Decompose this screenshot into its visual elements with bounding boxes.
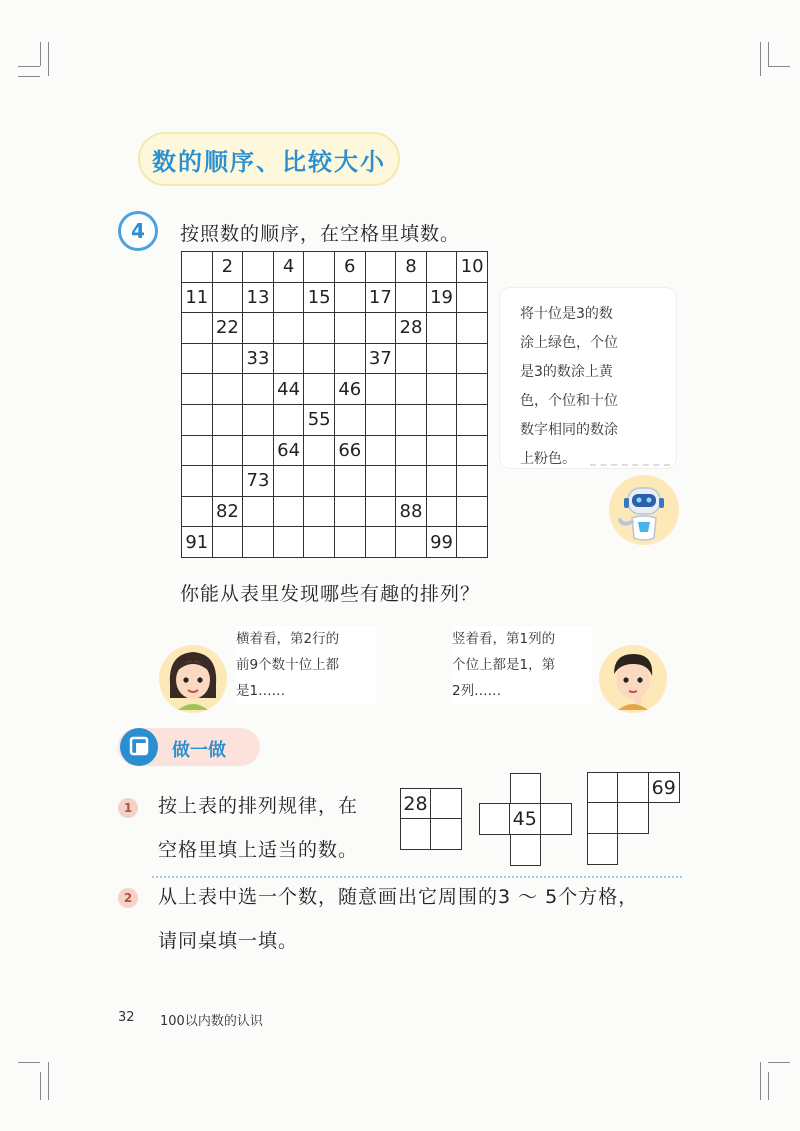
grid-cell[interactable] [395,282,427,314]
grid-cell[interactable] [242,404,274,436]
grid-cell[interactable] [456,343,488,375]
grid-cell[interactable] [212,343,244,375]
grid-cell[interactable] [303,343,335,375]
grid-cell[interactable] [273,465,305,497]
grid-cell[interactable] [456,282,488,314]
grid-cell[interactable] [365,312,397,344]
grid-cell[interactable] [426,343,458,375]
grid-cell[interactable] [426,435,458,467]
grid-cell[interactable] [273,312,305,344]
grid-cell[interactable] [303,526,335,558]
grid-cell[interactable]: 66 [334,435,366,467]
crop-mark [40,1072,41,1100]
crop-mark [760,1062,761,1100]
grid-cell[interactable]: 55 [303,404,335,436]
section-title: 数的顺序、比较大小 [138,132,400,186]
grid-cell[interactable] [273,496,305,528]
item1-line: 按上表的排列规律，在 [158,795,359,817]
fragment-cell[interactable] [430,818,463,851]
grid-cell[interactable]: 19 [426,282,458,314]
practice-icon [120,728,158,766]
grid-cell[interactable] [273,404,305,436]
grid-cell[interactable] [303,435,335,467]
grid-cell[interactable] [212,373,244,405]
crop-mark [40,42,41,66]
grid-cell[interactable] [181,404,213,436]
grid-cell[interactable] [181,312,213,344]
grid-cell[interactable] [365,526,397,558]
discussion-question: 你能从表里发现哪些有趣的排列？ [180,583,481,605]
item2-line: 请同桌填一填。 [158,930,299,952]
crop-mark [48,1062,49,1100]
grid-cell[interactable] [181,343,213,375]
grid-cell[interactable]: 99 [426,526,458,558]
grid-cell[interactable] [303,251,335,283]
grid-cell[interactable] [181,435,213,467]
grid-cell[interactable] [456,404,488,436]
grid-cell[interactable]: 11 [181,282,213,314]
grid-cell[interactable] [334,282,366,314]
tip-line: 数字相同的数涂 [520,422,618,438]
crop-mark [18,66,40,67]
grid-cell[interactable] [334,526,366,558]
item1-line: 空格里填上适当的数。 [158,839,359,861]
grid-cell[interactable] [395,373,427,405]
grid-cell[interactable] [456,312,488,344]
fragment-cell[interactable] [510,834,541,867]
grid-cell[interactable] [242,435,274,467]
boy-speech-line: 个位上都是1，第 [452,657,556,673]
grid-cell[interactable] [395,526,427,558]
grid-cell[interactable] [181,251,213,283]
grid-cell[interactable]: 22 [212,312,244,344]
grid-fragment-3 [587,772,680,865]
grid-cell[interactable] [273,343,305,375]
tip-line: 色，个位和十位 [520,393,618,409]
grid-cell[interactable] [395,465,427,497]
grid-cell[interactable] [303,312,335,344]
grid-cell[interactable] [365,465,397,497]
grid-cell[interactable]: 10 [456,251,488,283]
crop-mark [768,42,769,66]
grid-cell[interactable] [242,496,274,528]
grid-cell[interactable] [456,465,488,497]
grid-cell[interactable]: 73 [242,465,274,497]
grid-cell[interactable] [181,373,213,405]
grid-cell[interactable]: 13 [242,282,274,314]
grid-cell[interactable]: 91 [181,526,213,558]
crop-mark [48,42,49,76]
grid-cell[interactable] [334,343,366,375]
crop-mark [18,1062,40,1063]
grid-cell[interactable] [395,435,427,467]
grid-cell[interactable] [212,465,244,497]
robot-tip-bubble [500,288,676,468]
grid-cell[interactable] [181,496,213,528]
grid-cell[interactable] [395,404,427,436]
grid-cell[interactable] [365,251,397,283]
grid-cell[interactable]: 2 [212,251,244,283]
item-number-badge: 1 [118,798,138,818]
grid-cell[interactable] [426,312,458,344]
grid-cell[interactable] [212,435,244,467]
tip-line: 将十位是3的数 [520,306,613,322]
grid-cell[interactable] [212,404,244,436]
grid-cell[interactable] [303,373,335,405]
fragment-cell[interactable] [587,772,618,803]
page-number: 32 [118,1010,135,1025]
grid-cell[interactable] [181,465,213,497]
fragment-cell[interactable] [617,802,650,835]
grid-cell[interactable] [303,496,335,528]
crop-mark [768,1072,769,1100]
grid-cell[interactable]: 88 [395,496,427,528]
grid-cell[interactable] [212,526,244,558]
item2-text [158,875,638,963]
grid-cell[interactable] [365,435,397,467]
grid-cell[interactable]: 17 [365,282,397,314]
grid-cell[interactable]: 44 [273,373,305,405]
boy-avatar-icon [598,644,668,714]
example-prompt: 按照数的顺序，在空格里填数。 [180,223,461,245]
crop-mark [768,1062,790,1063]
grid-cell[interactable] [395,343,427,375]
boy-speech-bubble [452,626,592,704]
grid-cell[interactable]: 64 [273,435,305,467]
grid-cell[interactable] [242,251,274,283]
grid-cell[interactable] [456,435,488,467]
grid-cell[interactable]: 28 [395,312,427,344]
grid-cell[interactable] [426,404,458,436]
grid-cell[interactable]: 46 [334,373,366,405]
grid-cell[interactable] [456,373,488,405]
fragment-cell[interactable] [587,802,618,835]
fragment-cell[interactable] [540,803,573,836]
girl-speech-line: 前9个数十位上都 [236,657,340,673]
grid-cell[interactable] [242,312,274,344]
robot-icon [608,474,680,546]
grid-cell[interactable] [456,526,488,558]
tip-line: 是3的数涂上黄 [520,364,613,380]
fragment-cell[interactable] [430,788,463,819]
tip-line: 涂上绿色，个位 [520,335,618,351]
grid-cell[interactable]: 33 [242,343,274,375]
fragment-cell[interactable] [400,818,431,851]
grid-cell[interactable]: 15 [303,282,335,314]
fragment-cell[interactable] [587,833,618,866]
fragment-cell[interactable] [617,772,650,803]
fragment-cell[interactable] [479,803,510,836]
grid-cell[interactable] [334,312,366,344]
tip-line: 上粉色。 [520,451,576,467]
girl-speech-line: 是1…… [236,683,286,699]
grid-cell[interactable] [426,373,458,405]
crop-mark [768,66,790,67]
crop-mark [18,76,40,77]
grid-cell[interactable] [426,496,458,528]
grid-cell[interactable] [426,251,458,283]
boy-speech-line: 2列…… [452,683,502,699]
grid-cell[interactable] [334,465,366,497]
fragment-cell[interactable] [510,773,541,804]
crop-mark [760,42,761,76]
grid-cell[interactable]: 6 [334,251,366,283]
grid-fragment-2 [479,773,572,866]
grid-cell[interactable] [212,282,244,314]
grid-cell[interactable] [273,282,305,314]
grid-cell[interactable] [242,373,274,405]
boy-speech-line: 竖着看，第1列的 [452,631,556,647]
hundred-grid [181,251,487,557]
girl-avatar-icon [158,644,228,714]
item2-line: 从上表中选一个数，随意画出它周围的3 ～ 5个方格， [158,886,639,908]
girl-speech-line: 横着看，第2行的 [236,631,340,647]
grid-cell[interactable] [334,404,366,436]
grid-cell[interactable] [365,404,397,436]
fragment-cell[interactable]: 69 [648,772,681,803]
fragment-cell[interactable]: 45 [509,803,542,836]
grid-cell[interactable] [334,496,366,528]
girl-speech-bubble [236,626,376,704]
grid-cell[interactable] [303,465,335,497]
item1-text [158,784,358,872]
grid-cell[interactable] [242,526,274,558]
grid-cell[interactable]: 8 [395,251,427,283]
grid-cell[interactable] [273,526,305,558]
example-number-badge: 4 [118,211,158,251]
grid-cell[interactable] [456,496,488,528]
grid-cell[interactable]: 37 [365,343,397,375]
practice-label: 做一做 [172,740,226,761]
grid-cell[interactable] [365,373,397,405]
item-number-badge: 2 [118,888,138,908]
fragment-cell[interactable]: 28 [400,788,431,819]
chapter-name: 100以内数的认识 [160,1014,263,1029]
grid-cell[interactable]: 82 [212,496,244,528]
grid-cell[interactable] [365,496,397,528]
grid-cell[interactable] [426,465,458,497]
grid-cell[interactable]: 4 [273,251,305,283]
grid-fragment-1 [400,788,462,850]
